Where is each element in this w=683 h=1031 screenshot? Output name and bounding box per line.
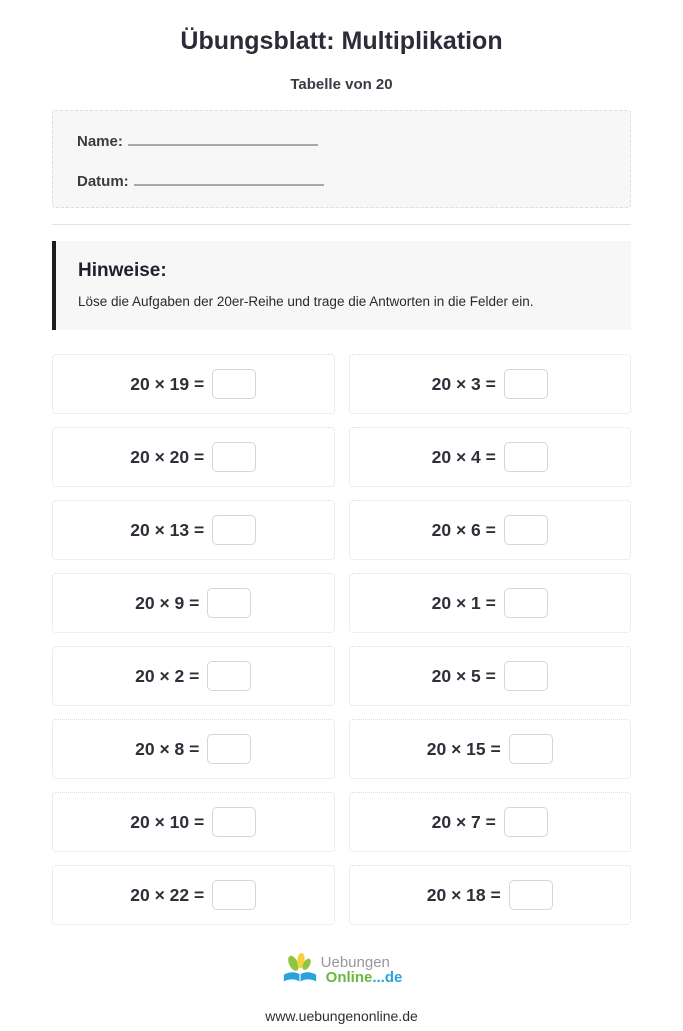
problem-expression: 20 × 9 = <box>135 592 200 613</box>
problem-card <box>52 427 335 487</box>
answer-input[interactable] <box>504 442 548 472</box>
answer-input[interactable] <box>504 588 548 618</box>
problem-card <box>349 646 632 706</box>
problem-card <box>349 573 632 633</box>
logo-text <box>321 955 403 985</box>
problem-expression: 20 × 20 = <box>130 446 205 467</box>
problem-card <box>52 500 335 560</box>
problem-card <box>52 865 335 925</box>
problems-grid <box>52 354 631 925</box>
answer-input[interactable] <box>212 880 256 910</box>
problem-card <box>349 865 632 925</box>
page-subtitle: Tabelle von 20 <box>290 76 393 93</box>
problem-card <box>349 792 632 852</box>
logo-text-top: Uebungen <box>320 954 390 971</box>
problem-expression: 20 × 8 = <box>135 738 200 759</box>
answer-input[interactable] <box>207 661 251 691</box>
answer-input[interactable] <box>212 442 256 472</box>
logo-text-bottom <box>326 970 403 985</box>
answer-input[interactable] <box>212 369 256 399</box>
name-blank-line <box>128 133 318 146</box>
section-divider <box>52 224 631 225</box>
footer <box>52 951 631 1025</box>
site-logo[interactable] <box>281 951 403 989</box>
site-url: www.uebungenonline.de <box>265 1008 418 1024</box>
problem-card <box>52 573 335 633</box>
problem-expression: 20 × 6 = <box>431 519 496 540</box>
logo-text-online: Online <box>325 969 373 986</box>
name-field-row <box>77 133 606 151</box>
problem-card <box>349 500 632 560</box>
answer-input[interactable] <box>509 880 553 910</box>
date-blank-line <box>134 173 324 186</box>
problem-expression: 20 × 22 = <box>130 884 205 905</box>
problem-expression: 20 × 13 = <box>130 519 205 540</box>
hints-box <box>52 241 631 330</box>
problem-expression: 20 × 2 = <box>135 665 200 686</box>
problem-card <box>52 646 335 706</box>
problem-expression: 20 × 10 = <box>130 811 205 832</box>
answer-input[interactable] <box>504 661 548 691</box>
answer-input[interactable] <box>509 734 553 764</box>
problem-expression: 20 × 15 = <box>426 738 501 759</box>
hints-heading: Hinweise: <box>78 260 167 281</box>
answer-input[interactable] <box>504 515 548 545</box>
answer-input[interactable] <box>212 807 256 837</box>
problem-expression: 20 × 3 = <box>431 373 496 394</box>
problem-expression: 20 × 7 = <box>431 811 496 832</box>
problem-expression: 20 × 1 = <box>431 592 496 613</box>
hints-text: Löse die Aufgaben der 20er-Reihe und trage die Antworten in die Felder ein. <box>78 294 534 309</box>
answer-input[interactable] <box>504 807 548 837</box>
problem-expression: 20 × 5 = <box>431 665 496 686</box>
page-title: Übungsblatt: Multiplikation <box>180 27 503 55</box>
problem-card <box>52 719 335 779</box>
answer-input[interactable] <box>212 515 256 545</box>
name-label: Name: <box>77 133 123 150</box>
problem-card <box>349 354 632 414</box>
answer-input[interactable] <box>207 734 251 764</box>
date-label: Datum: <box>77 173 129 190</box>
problem-card <box>349 719 632 779</box>
open-book-logo-icon <box>281 951 319 989</box>
problem-card <box>349 427 632 487</box>
answer-input[interactable] <box>207 588 251 618</box>
problem-card <box>52 354 335 414</box>
problem-expression: 20 × 18 = <box>426 884 501 905</box>
problem-expression: 20 × 4 = <box>431 446 496 467</box>
problem-card <box>52 792 335 852</box>
problem-expression: 20 × 19 = <box>130 373 205 394</box>
name-date-box <box>52 110 631 208</box>
answer-input[interactable] <box>504 369 548 399</box>
logo-text-de: ...de <box>372 969 403 986</box>
date-field-row <box>77 173 606 191</box>
